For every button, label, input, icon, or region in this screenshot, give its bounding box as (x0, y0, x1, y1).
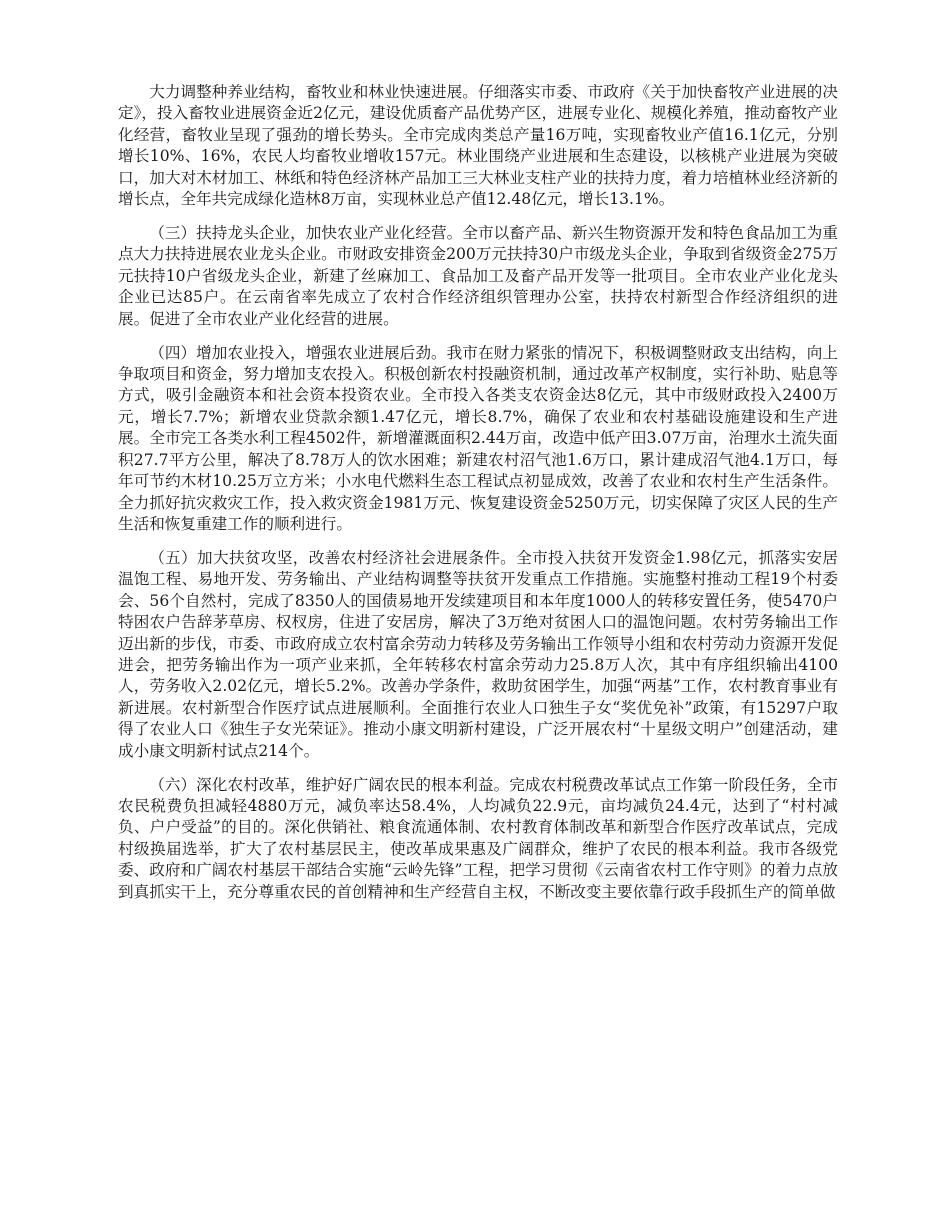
paragraph-agricultural-investment: （四）增加农业投入，增强农业进展后劲。我市在财力紧张的情况下，积极调整财政支出结构，向上争取项目和资金，努力增加支农投入。积极创新农村投融资机制，通过改革产权制度，实行补助、贴息等方式，吸引金融资本和社会资本投资农业。全市投入各类支农资金达8亿元，其中市级财政投入2400万元，增长7.7%；新增农业贷款余额1.47亿元，增长8.7%，确保了农业和农村基础设施建设和生产进展。全市完工各类水利工程4502件，新增灌溉面积2.44万亩，改造中低产田3.07万亩，治理水土流失面积27.7平方公里，解决了8.78万人的饮水困难；新建农村沼气池1.6万口，累计建成沼气池4.1万口，每年可节约木材10.25万立方米；小水电代燃料生态工程试点初显成效，改善了农业和农村生产生活条件。全力抓好抗灾救灾工作，投入救灾资金1981万元、恢复建设资金5250万元，切实保障了灾区人民的生产生活和恢复重建工作的顺利进行。 (118, 343, 838, 533)
document-body (118, 82, 838, 916)
paragraph-leading-enterprises: （三）扶持龙头企业，加快农业产业化经营。全市以畜产品、新兴生物资源开发和特色食品加工为重点大力扶持进展农业龙头企业。市财政安排资金200万元扶持30户市级龙头企业，争取到省级资金275万元扶持10户省级龙头企业，新建了丝麻加工、食品加工及畜产品开发等一批项目。全市农业产业化龙头企业已达85户。在云南省率先成立了农村合作经济组织管理办公室，扶持农村新型合作经济组织的进展。促进了全市农业产业化经营的进展。 (118, 224, 838, 328)
paragraph-poverty-alleviation: （五）加大扶贫攻坚，改善农村经济社会进展条件。全市投入扶贫开发资金1.98亿元，抓落实安居温饱工程、易地开发、劳务输出、产业结构调整等扶贫开发重点工作措施。实施整村推动工程19个村委会、56个自然村，完成了8350人的国债易地开发续建项目和本年度1000人的转移安置任务，使5470户特困农户告辞茅草房、权杈房，住进了安居房，解决了3万绝对贫困人口的温饱问题。农村劳务输出工作迈出新的步伐，市委、市政府成立农村富余劳动力转移及劳务输出工作领导小组和农村劳动力资源开发促进会，把劳务输出作为一项产业来抓，全年转移农村富余劳动力25.8万人次，其中有序组织输出4100人，劳务收入2.02亿元，增长5.2%。改善办学条件，救助贫困学生，加强“两基”工作，农村教育事业有新进展。农村新型合作医疗试点进展顺利。全面推行农业人口独生子女“奖优免补”政策，有15297户取得了农业人口《独生子女光荣证》。推动小康文明新村建设，广泛开展农村“十星级文明户”创建活动，建成小康文明新村试点214个。 (118, 548, 838, 760)
paragraph-rural-reform: （六）深化农村改革，维护好广阔农民的根本利益。完成农村税费改革试点工作第一阶段任务，全市农民税费负担减轻4880万元，减负率达58.4%，人均减负22.9元，亩均减负24.4元，达到了“村村减负、户户受益”的目的。深化供销社、粮食流通体制、农村教育体制改革和新型合作医疗改革试点，完成村级换届选举，扩大了农村基层民主，使改革成果惠及广阔群众，维护了农民的根本利益。我市各级党委、政府和广阔农村基层干部结合实施“云岭先锋”工程，把学习贯彻《云南省农村工作守则》的着力点放到真抓实干上，充分尊重农民的首创精神和生产经营自主权，不断改变主要依靠行政手段抓生产的简单做 (118, 775, 838, 901)
paragraph-livestock-forestry: 大力调整种养业结构，畜牧业和林业快速进展。仔细落实市委、市政府《关于加快畜牧产业进展的决定》，投入畜牧业进展资金近2亿元，建设优质畜产品优势产区，进展专业化、规模化养殖，推动畜牧产业化经营，畜牧业呈现了强劲的增长势头。全市完成肉类总产量16万吨，实现畜牧业产值16.1亿元，分别增长10%、16%，农民人均畜牧业增收157元。林业围绕产业进展和生态建设，以核桃产业进展为突破口，加大对木材加工、林纸和特色经济林产品加工三大林业支柱产业的扶持力度，着力培植林业经济新的增长点，全年共完成绿化造林8万亩，实现林业总产值12.48亿元，增长13.1%。 (118, 83, 838, 209)
